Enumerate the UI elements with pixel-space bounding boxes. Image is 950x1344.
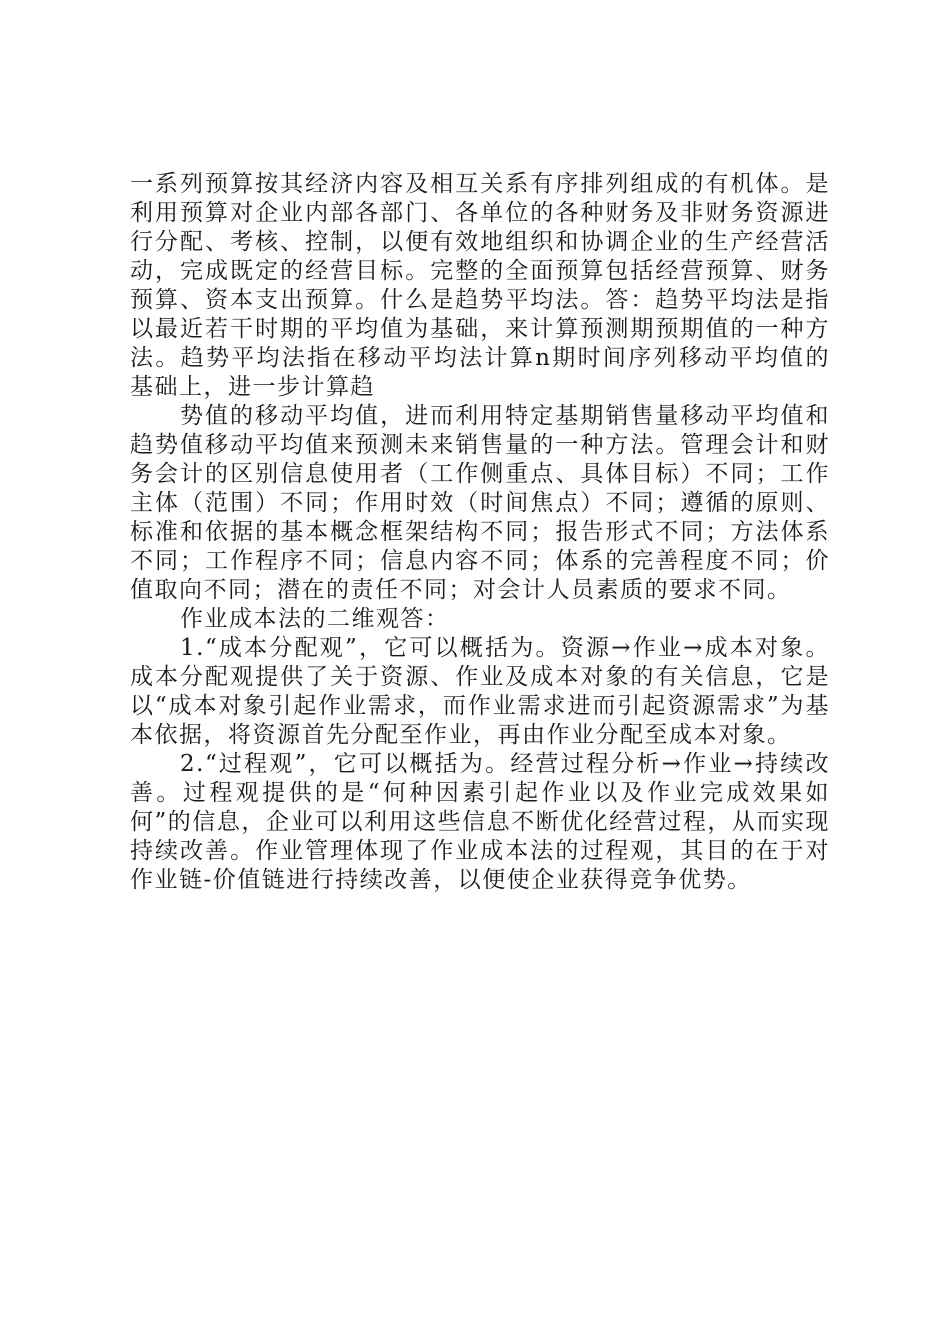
paragraph-process-view: 2.“过程观”，它可以概括为。经营过程分析→作业→持续改善。过程观提供的是“何种因素引起作业以及作业完成效果如何”的信息，企业可以利用这些信息不断优化经营过程，从而实现持续改善。作业管理体现了作业成本法的过程观，其目的在于对作业链-价值链进行持续改善，以便使企业获得竞争优势。: [130, 751, 830, 893]
paragraph-management-accounting: 势值的移动平均值，进而利用特定基期销售量移动平均值和趋势值移动平均值来预测未来销售量的一种方法。管理会计和财务会计的区别信息使用者（工作侧重点、具体目标）不同；工作主体（范围）不同；作用时效（时间焦点）不同；遵循的原则、标准和依据的基本概念框架结构不同；报告形式不同；方法体系不同；工作程序不同；信息内容不同；体系的完善程度不同；价值取向不同；潜在的责任不同；对会计人员素质的要求不同。: [130, 403, 830, 603]
paragraph-cost-allocation-view: 1.“成本分配观”，它可以概括为。资源→作业→成本对象。成本分配观提供了关于资源、作业及成本对象的有关信息，它是以“成本对象引起作业需求，而作业需求进而引起资源需求”为基本依据，将资源首先分配至作业，再由作业分配至成本对象。: [130, 635, 830, 748]
paragraph-budget-trend: 一系列预算按其经济内容及相互关系有序排列组成的有机体。是利用预算对企业内部各部门、各单位的各种财务及非财务资源进行分配、考核、控制，以便有效地组织和协调企业的生产经营活动，完成既定的经营目标。完整的全面预算包括经营预算、财务预算、资本支出预算。什么是趋势平均法。答：趋势平均法是指以最近若干时期的平均值为基础，来计算预测期预期值的一种方法。趋势平均法指在移动平均法计算n期时间序列移动平均值的基础上，进一步计算趋: [130, 171, 830, 400]
document-body: [130, 170, 830, 895]
paragraph-abc-heading: 作业成本法的二维观答：: [180, 606, 450, 632]
